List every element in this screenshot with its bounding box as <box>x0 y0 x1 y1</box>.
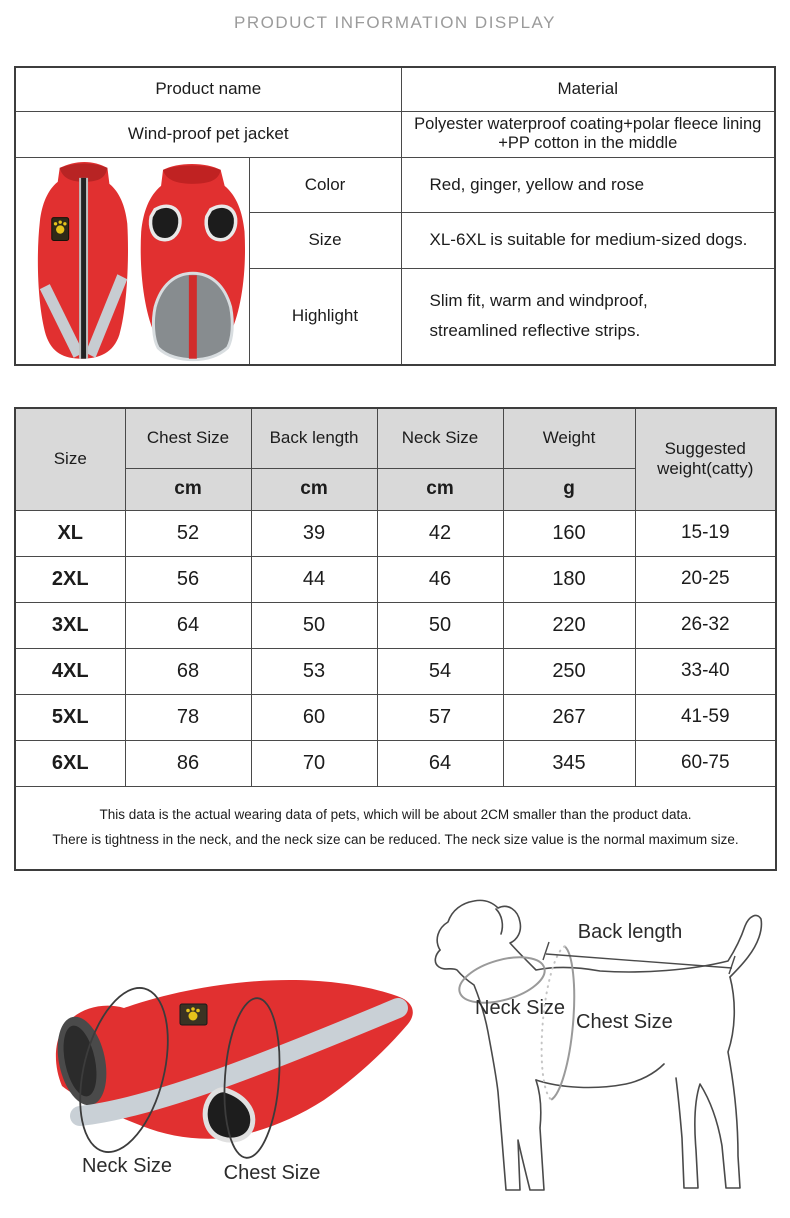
neck-cell: 57 <box>377 694 503 740</box>
table-row-2xl <box>15 556 776 602</box>
material-value: Polyester waterproof coating+polar fleece lining +PP cotton in the middle <box>401 111 775 157</box>
table-row-3xl <box>15 602 776 648</box>
chest-cell: 68 <box>125 648 251 694</box>
back-cell: 60 <box>251 694 377 740</box>
dog-outline <box>435 900 761 1190</box>
size-cell: 3XL <box>15 602 125 648</box>
size-chart-table <box>14 407 777 871</box>
note-line-1: This data is the actual wearing data of pets, which will be about 2CM smaller than the product data. <box>99 806 692 822</box>
column-header-back: Back length <box>251 408 377 468</box>
size-cell: 5XL <box>15 694 125 740</box>
note-line-2: There is tightness in the neck, and the neck size can be reduced. The neck size value is the normal maximum size. <box>52 831 739 847</box>
column-header-weight: Weight <box>503 408 635 468</box>
product-name-header: Product name <box>15 67 401 111</box>
attribute-value-size: XL-6XL is suitable for medium-sized dogs. <box>401 212 775 268</box>
measurement-note <box>15 786 776 870</box>
back-cell: 53 <box>251 648 377 694</box>
attribute-label-size: Size <box>249 212 401 268</box>
weight-cell: 250 <box>503 648 635 694</box>
chest-cell: 78 <box>125 694 251 740</box>
size-cell: XL <box>15 510 125 556</box>
chest-cell: 64 <box>125 602 251 648</box>
attribute-label-highlight: Highlight <box>249 268 401 365</box>
column-header-suggested: Suggested weight(catty) <box>635 408 776 510</box>
size-chart-header-row <box>15 408 776 468</box>
table-row-xl <box>15 510 776 556</box>
product-photo-illustration <box>16 158 249 363</box>
weight-cell: 345 <box>503 740 635 786</box>
product-info-table <box>14 66 776 366</box>
chest-cell: 86 <box>125 740 251 786</box>
zipper-icon <box>81 178 86 359</box>
jacket-illustration <box>20 958 430 1210</box>
leg-hole-right <box>206 207 235 240</box>
unit-back: cm <box>251 468 377 510</box>
back-cell: 70 <box>251 740 377 786</box>
back-cell: 44 <box>251 556 377 602</box>
jacket-chest-size-label: Chest Size <box>223 1162 321 1184</box>
weight-cell: 160 <box>503 510 635 556</box>
neck-cell: 54 <box>377 648 503 694</box>
back-cell: 39 <box>251 510 377 556</box>
paw-patch-icon <box>52 218 69 241</box>
table-row-6xl <box>15 740 776 786</box>
color-row <box>15 157 775 212</box>
dog-back-length-label: Back length <box>577 921 683 943</box>
note-row <box>15 786 776 870</box>
jacket-measurement-figure <box>20 958 430 1210</box>
dog-chest-size-label: Chest Size <box>576 1011 673 1033</box>
column-header-neck: Neck Size <box>377 408 503 468</box>
neck-cell: 64 <box>377 740 503 786</box>
suggested-cell: 33-40 <box>635 648 776 694</box>
attribute-value-color: Red, ginger, yellow and rose <box>401 157 775 212</box>
page-title: PRODUCT INFORMATION DISPLAY <box>234 13 556 32</box>
size-cell: 4XL <box>15 648 125 694</box>
neck-cell: 50 <box>377 602 503 648</box>
unit-neck: cm <box>377 468 503 510</box>
neck-cell: 42 <box>377 510 503 556</box>
unit-chest: cm <box>125 468 251 510</box>
column-header-size: Size <box>15 408 125 510</box>
dog-illustration <box>430 888 790 1218</box>
suggested-cell: 26-32 <box>635 602 776 648</box>
attribute-label-color: Color <box>249 157 401 212</box>
weight-cell: 180 <box>503 556 635 602</box>
leg-hole-left <box>151 207 180 240</box>
table-row-4xl <box>15 648 776 694</box>
material-header: Material <box>401 67 775 111</box>
attribute-value-highlight: Slim fit, warm and windproof, streamlined reflective strips. <box>401 268 775 365</box>
suggested-cell: 41-59 <box>635 694 776 740</box>
size-cell: 6XL <box>15 740 125 786</box>
size-cell: 2XL <box>15 556 125 602</box>
column-header-chest: Chest Size <box>125 408 251 468</box>
info-header-row <box>15 67 775 111</box>
table-row-5xl <box>15 694 776 740</box>
neck-cell: 46 <box>377 556 503 602</box>
suggested-cell: 20-25 <box>635 556 776 602</box>
weight-cell: 220 <box>503 602 635 648</box>
chest-cell: 56 <box>125 556 251 602</box>
weight-cell: 267 <box>503 694 635 740</box>
product-photo <box>15 157 249 365</box>
jacket-neck-size-label: Neck Size <box>81 1155 173 1177</box>
back-cell: 50 <box>251 602 377 648</box>
chest-cell: 52 <box>125 510 251 556</box>
paw-patch-icon <box>180 1004 207 1025</box>
info-value-row <box>15 111 775 157</box>
front-strap <box>189 276 197 359</box>
suggested-cell: 60-75 <box>635 740 776 786</box>
unit-weight: g <box>503 468 635 510</box>
product-name-value: Wind-proof pet jacket <box>15 111 401 157</box>
suggested-cell: 15-19 <box>635 510 776 556</box>
dog-measurement-figure <box>430 888 790 1218</box>
dog-neck-size-label: Neck Size <box>475 997 566 1019</box>
